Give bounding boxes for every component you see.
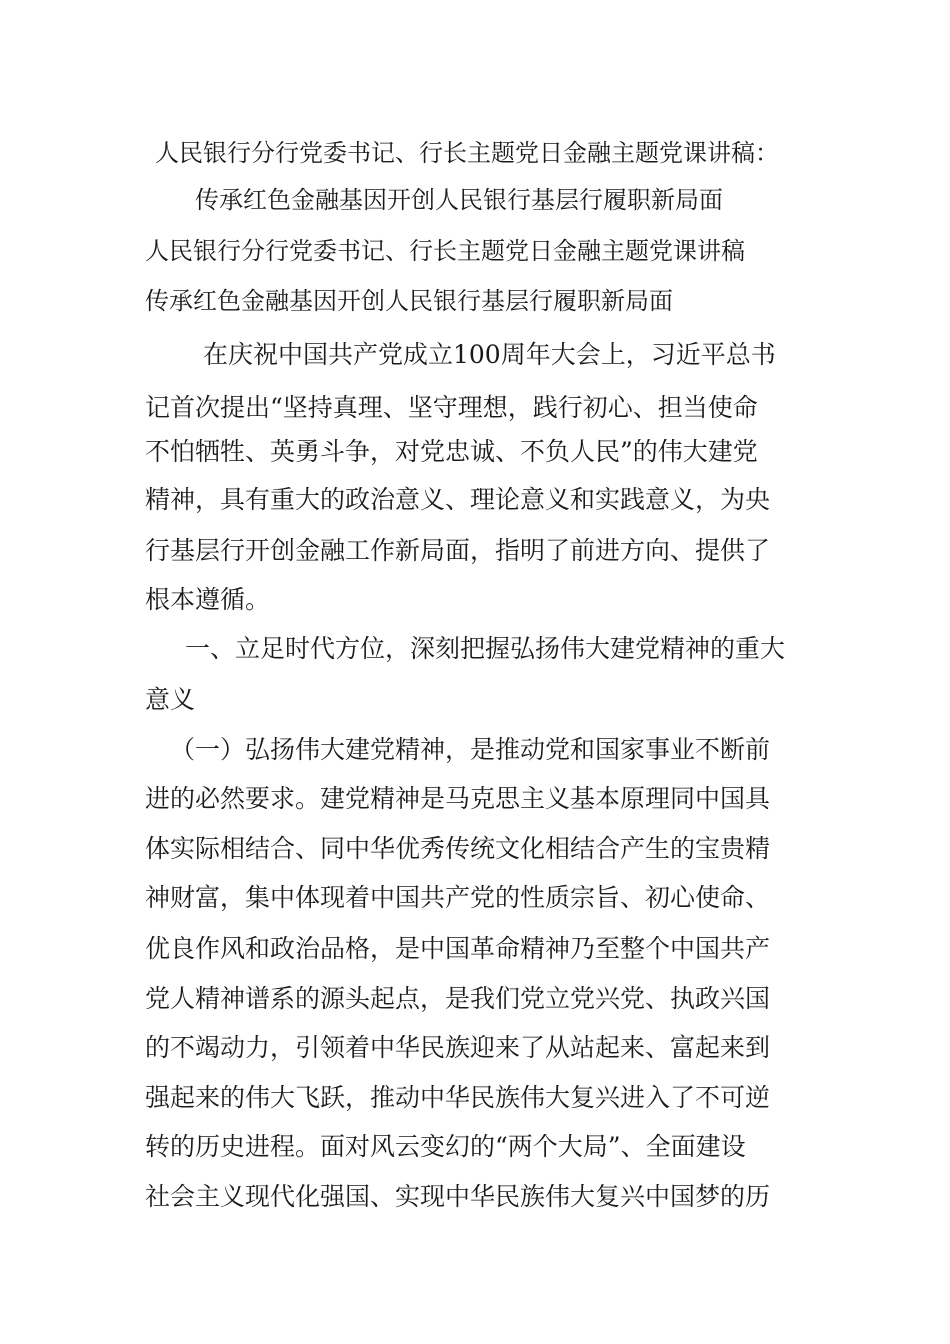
title-line-3: 人民银行分行党委书记、行长主题党日金融主题党课讲稿: [145, 237, 745, 265]
section-heading-line-1: 一、立足时代方位，深刻把握弘扬伟大建党精神的重大: [185, 634, 786, 663]
subsection-line-2: 进的必然要求。建党精神是马克思主义基本原理同中国具: [145, 784, 771, 813]
intro-line-6: 根本遵循。: [145, 585, 271, 614]
intro-line-2: 记首次提出“坚持真理、坚守理想，践行初心、担当使命: [145, 393, 758, 422]
subsection-line-3: 体实际相结合、同中华优秀传统文化相结合产生的宝贵精: [145, 834, 771, 863]
intro-line-3: 不怕牺牲、英勇斗争，对党忠诚、不负人民”的伟大建党: [145, 437, 758, 466]
title-line-1: 人民银行分行党委书记、行长主题党日金融主题党课讲稿：: [155, 139, 779, 167]
title-line-4: 传承红色金融基因开创人民银行基层行履职新局面: [145, 287, 673, 315]
subsection-line-4: 神财富，集中体现着中国共产党的性质宗旨、初心使命、: [145, 883, 771, 912]
intro-line-4: 精神，具有重大的政治意义、理论意义和实践意义，为央: [145, 485, 771, 514]
subsection-line-1: （一）弘扬伟大建党精神，是推动党和国家事业不断前: [170, 735, 771, 764]
intro-line-1: 在庆祝中国共产党成立100周年大会上，习近平总书: [203, 340, 776, 369]
subsection-line-7: 的不竭动力，引领着中华民族迎来了从站起来、富起来到: [145, 1033, 771, 1062]
subsection-line-9: 转的历史进程。面对风云变幻的“两个大局”、全面建设: [145, 1132, 746, 1161]
subsection-line-8: 强起来的伟大飞跃，推动中华民族伟大复兴进入了不可逆: [145, 1083, 771, 1112]
subsection-line-10: 社会主义现代化强国、实现中华民族伟大复兴中国梦的历: [145, 1182, 771, 1211]
title-line-2: 传承红色金融基因开创人民银行基层行履职新局面: [195, 186, 723, 214]
section-heading-line-2: 意义: [145, 685, 196, 714]
subsection-line-6: 党人精神谱系的源头起点，是我们党立党兴党、执政兴国: [145, 984, 771, 1013]
subsection-line-5: 优良作风和政治品格，是中国革命精神乃至整个中国共产: [145, 934, 771, 963]
intro-line-5: 行基层行开创金融工作新局面，指明了前进方向、提供了: [145, 536, 771, 565]
